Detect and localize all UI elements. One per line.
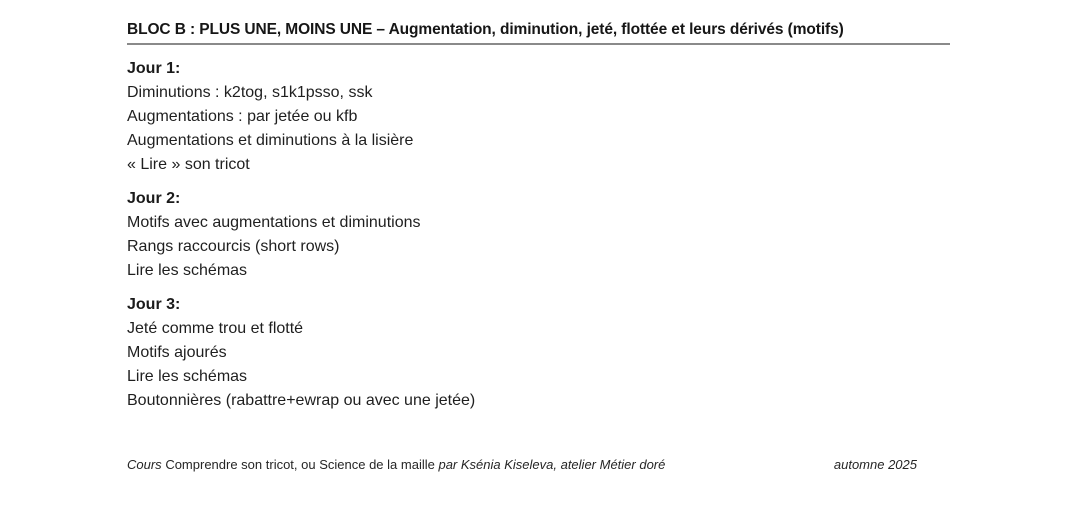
day-heading: Jour 2: [127, 190, 181, 207]
footer-course-label: Cours [127, 457, 162, 472]
topic-line: Rangs raccourcis (short rows) [127, 238, 340, 255]
topic-line: Lire les schémas [127, 262, 248, 279]
topic-line: Boutonnières (rabattre+ewrap ou avec une jetée) [127, 392, 476, 409]
topic-line: Diminutions : k2tog, s1k1psso, ssk [127, 84, 373, 101]
document-title: BLOC B : PLUS UNE, MOINS UNE – Augmentation, diminution, jeté, flottée et leurs dérivés (motifs) [127, 22, 950, 45]
day-heading: Jour 3: [127, 296, 181, 313]
section-jour-1 [127, 57, 1080, 177]
footer-course-info [127, 457, 665, 473]
topic-line: Motifs avec augmentations et diminutions [127, 214, 421, 231]
footer-course-title: Comprendre son tricot, ou Science de la maille [165, 457, 435, 472]
section-jour-2 [127, 187, 1080, 283]
topic-line: Jeté comme trou et flotté [127, 320, 304, 337]
topic-line: Lire les schémas [127, 368, 248, 385]
topic-line: « Lire » son tricot [127, 156, 250, 173]
section-jour-3 [127, 293, 1080, 413]
footer-author: par Ksénia Kiseleva, atelier Métier doré [438, 457, 666, 472]
topic-line: Augmentations : par jetée ou kfb [127, 108, 358, 125]
topic-line: Augmentations et diminutions à la lisière [127, 132, 414, 149]
topic-line: Motifs ajourés [127, 344, 227, 361]
day-heading: Jour 1: [127, 60, 181, 77]
footer-term: automne 2025 [833, 457, 917, 472]
footer [127, 457, 917, 473]
